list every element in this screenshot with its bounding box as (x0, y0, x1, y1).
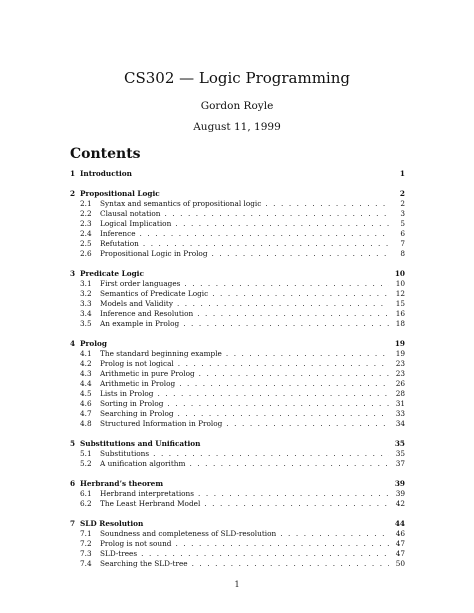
entry-page: 8 (400, 249, 405, 258)
entry-number: 5.1 (80, 449, 92, 458)
toc-section-heading[interactable] (70, 518, 405, 529)
dot-leader (212, 249, 390, 259)
entry-page: 28 (395, 389, 405, 398)
section-number: 7 (70, 519, 76, 528)
dot-leader (157, 389, 389, 399)
toc-entry[interactable] (70, 449, 405, 459)
entry-title: Logical Implication (100, 219, 172, 228)
entry-page: 10 (395, 279, 405, 288)
entry-title: Models and Validity (100, 299, 173, 308)
dot-leader (153, 449, 389, 459)
dot-leader (265, 199, 389, 209)
toc-entry[interactable] (70, 489, 405, 499)
entry-title: Lists in Prolog (100, 389, 154, 398)
dot-leader (197, 309, 389, 319)
toc-entry[interactable] (70, 319, 405, 329)
toc-entry[interactable] (70, 249, 405, 259)
entry-title: Prolog is not logical (100, 359, 174, 368)
toc-entry[interactable] (70, 539, 405, 549)
entry-number: 6.2 (80, 499, 92, 508)
dot-leader (192, 559, 389, 569)
entry-title: The Least Herbrand Model (100, 499, 201, 508)
entry-title: Prolog is not sound (100, 539, 172, 548)
dot-leader (178, 409, 389, 419)
entry-number: 2.2 (80, 209, 92, 218)
section-title: SLD Resolution (80, 519, 144, 528)
toc-entry[interactable] (70, 499, 405, 509)
section-page: 10 (394, 269, 405, 278)
dot-leader (179, 379, 389, 389)
toc-section (70, 168, 405, 179)
entry-number: 3.2 (80, 289, 92, 298)
toc-section-heading[interactable] (70, 338, 405, 349)
entry-number: 4.2 (80, 359, 92, 368)
entry-number: 2.3 (80, 219, 92, 228)
entry-page: 47 (395, 539, 405, 548)
entry-page: 33 (395, 409, 405, 418)
entry-page: 23 (395, 359, 405, 368)
section-page: 2 (399, 189, 405, 198)
entry-number: 6.1 (80, 489, 92, 498)
toc-entry[interactable] (70, 229, 405, 239)
entry-page: 3 (400, 209, 405, 218)
dot-leader (178, 359, 389, 369)
entry-number: 7.3 (80, 549, 92, 558)
entry-number: 2.1 (80, 199, 92, 208)
entry-number: 4.7 (80, 409, 92, 418)
entry-number: 4.3 (80, 369, 92, 378)
toc-entry[interactable] (70, 209, 405, 219)
toc-section (70, 518, 405, 569)
dot-leader (204, 499, 389, 509)
entry-title: Searching the SLD-tree (100, 559, 188, 568)
entry-number: 7.4 (80, 559, 92, 568)
dot-leader (184, 279, 389, 289)
toc-section-heading[interactable] (70, 268, 405, 279)
dot-leader (141, 549, 389, 559)
dot-leader (175, 539, 389, 549)
toc-entry[interactable] (70, 289, 405, 299)
entry-number: 3.4 (80, 309, 92, 318)
toc-entry[interactable] (70, 349, 405, 359)
toc-entry[interactable] (70, 559, 405, 569)
entry-page: 6 (400, 229, 405, 238)
entry-number: 2.4 (80, 229, 92, 238)
dot-leader (226, 349, 389, 359)
toc-entry[interactable] (70, 399, 405, 409)
entry-page: 18 (395, 319, 405, 328)
entry-page: 7 (400, 239, 405, 248)
toc-entry[interactable] (70, 369, 405, 379)
dot-leader (198, 489, 389, 499)
entry-title: An example in Prolog (100, 319, 180, 328)
toc-entry[interactable] (70, 459, 405, 469)
entry-number: 3.3 (80, 299, 92, 308)
document-title: CS302 — Logic Programming (124, 69, 350, 87)
toc-entry[interactable] (70, 299, 405, 309)
page-number: 1 (234, 580, 240, 589)
entry-number: 5.2 (80, 459, 92, 468)
toc-section (70, 268, 405, 329)
toc-entry[interactable] (70, 419, 405, 429)
dot-leader (189, 459, 389, 469)
toc-section-heading[interactable] (70, 168, 405, 179)
toc-entry[interactable] (70, 199, 405, 209)
entry-number: 2.5 (80, 239, 92, 248)
entry-title: Inference and Resolution (100, 309, 194, 318)
entry-title: Semantics of Predicate Logic (100, 289, 209, 298)
entry-page: 5 (400, 219, 405, 228)
toc-section (70, 478, 405, 509)
section-page: 39 (394, 479, 405, 488)
section-title: Substitutions and Unification (80, 439, 201, 448)
dot-leader (164, 209, 389, 219)
entry-page: 26 (395, 379, 405, 388)
section-page: 35 (394, 439, 405, 448)
entry-number: 3.5 (80, 319, 92, 328)
dot-leader (226, 419, 389, 429)
entry-page: 50 (395, 559, 405, 568)
section-page: 1 (399, 169, 405, 178)
contents-heading: Contents (70, 146, 141, 162)
section-number: 1 (70, 169, 76, 178)
entry-number: 4.5 (80, 389, 92, 398)
entry-number: 4.6 (80, 399, 92, 408)
section-title: Predicate Logic (80, 269, 144, 278)
entry-page: 2 (400, 199, 405, 208)
entry-page: 15 (395, 299, 405, 308)
entry-title: Propositional Logic in Prolog (100, 249, 208, 258)
entry-page: 39 (395, 489, 405, 498)
toc-entry[interactable] (70, 309, 405, 319)
entry-title: Searching in Prolog (100, 409, 174, 418)
entry-title: Soundness and completeness of SLD-resolution (100, 529, 277, 538)
toc-entry[interactable] (70, 389, 405, 399)
entry-title: Arithmetic in Prolog (100, 379, 176, 388)
section-title: Introduction (80, 169, 132, 178)
entry-number: 3.1 (80, 279, 92, 288)
entry-title: The standard beginning example (100, 349, 222, 358)
dot-leader (212, 289, 389, 299)
section-title: Prolog (80, 339, 107, 348)
entry-title: Inference (100, 229, 136, 238)
dot-leader (175, 219, 389, 229)
section-number: 6 (70, 479, 76, 488)
entry-title: Structured Information in Prolog (100, 419, 223, 428)
section-page: 44 (394, 519, 405, 528)
section-title: Herbrand’s theorem (80, 479, 164, 488)
entry-page: 42 (395, 499, 405, 508)
dot-leader (167, 399, 389, 409)
entry-title: SLD-trees (100, 549, 138, 558)
entry-title: Herbrand interpretations (100, 489, 195, 498)
entry-page: 47 (395, 549, 405, 558)
entry-page: 19 (395, 349, 405, 358)
toc-entry[interactable] (70, 409, 405, 419)
entry-number: 4.4 (80, 379, 92, 388)
entry-title: Substitutions (100, 449, 150, 458)
section-number: 4 (70, 339, 76, 348)
entry-page: 16 (395, 309, 405, 318)
entry-title: Clausal notation (100, 209, 161, 218)
entry-page: 35 (395, 449, 405, 458)
toc-section-heading[interactable] (70, 438, 405, 449)
dot-leader (140, 229, 389, 239)
entry-title: Arithmetic in pure Prolog (100, 369, 195, 378)
entry-page: 12 (395, 289, 405, 298)
entry-page: 37 (395, 459, 405, 468)
entry-title: A unification algorithm (100, 459, 186, 468)
section-number: 3 (70, 269, 76, 278)
section-number: 5 (70, 439, 76, 448)
entry-number: 7.2 (80, 539, 92, 548)
entry-number: 2.6 (80, 249, 92, 258)
table-of-contents (70, 168, 405, 578)
toc-entry[interactable] (70, 239, 405, 249)
section-title: Propositional Logic (80, 189, 160, 198)
toc-section (70, 338, 405, 429)
toc-section-heading[interactable] (70, 188, 405, 199)
toc-section (70, 188, 405, 259)
entry-page: 34 (395, 419, 405, 428)
entry-number: 7.1 (80, 529, 92, 538)
entry-number: 4.8 (80, 419, 92, 428)
dot-leader (199, 369, 389, 379)
entry-page: 46 (395, 529, 405, 538)
toc-section-heading[interactable] (70, 478, 405, 489)
toc-entry[interactable] (70, 279, 405, 289)
document-author: Gordon Royle (200, 100, 274, 112)
entry-page: 31 (395, 399, 405, 408)
document-date: August 11, 1999 (193, 121, 281, 133)
entry-title: Refutation (100, 239, 139, 248)
entry-title: Sorting in Prolog (100, 399, 164, 408)
entry-number: 4.1 (80, 349, 92, 358)
toc-entry[interactable] (70, 219, 405, 229)
entry-page: 23 (395, 369, 405, 378)
entry-title: First order languages (100, 279, 181, 288)
dot-leader (183, 319, 389, 329)
toc-entry[interactable] (70, 359, 405, 369)
dot-leader (280, 529, 389, 539)
section-page: 19 (394, 339, 405, 348)
toc-section (70, 438, 405, 469)
dot-leader (177, 299, 389, 309)
toc-entry[interactable] (70, 379, 405, 389)
toc-entry[interactable] (70, 549, 405, 559)
toc-entry[interactable] (70, 529, 405, 539)
entry-title: Syntax and semantics of propositional logic (100, 199, 262, 208)
dot-leader (143, 239, 389, 249)
section-number: 2 (70, 189, 76, 198)
